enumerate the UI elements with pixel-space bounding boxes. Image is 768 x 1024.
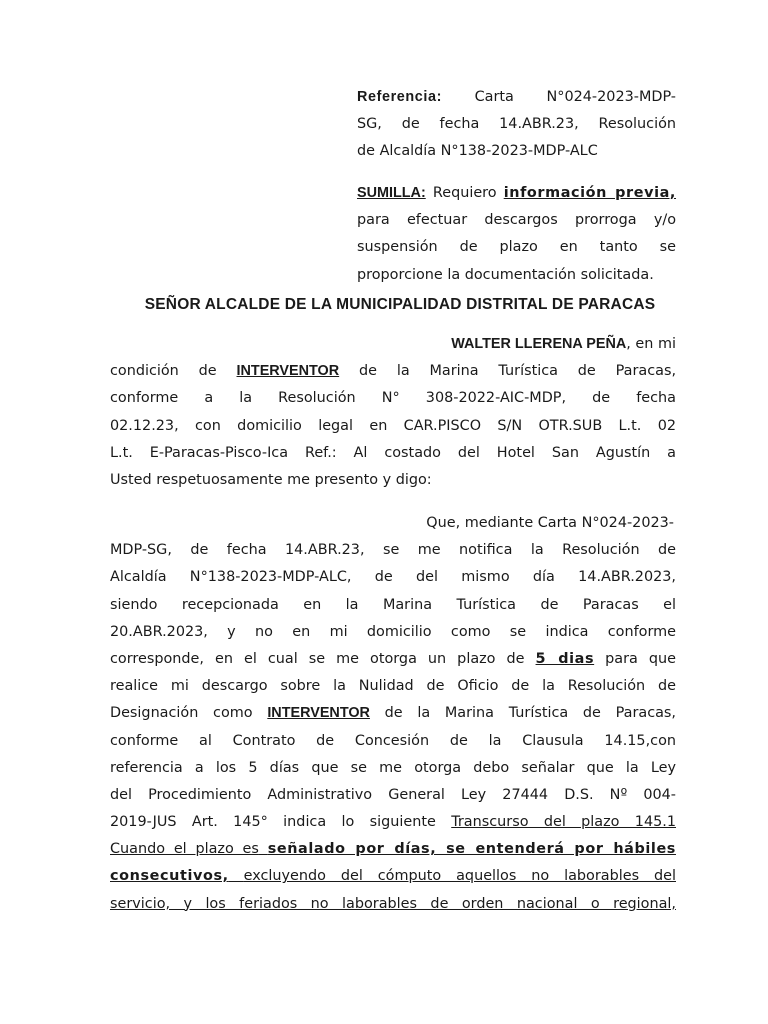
sumilla-line-3: suspensión de plazo en tanto se [357, 239, 676, 256]
body-line-7: realice mi descargo sobre la Nulidad de Oficio de la Resolución de [110, 678, 676, 695]
body-line-15: servicio, y los feriados no laborables de orden nacional o regional, [110, 895, 676, 912]
body-line-10: referencia a los 5 días que se me otorga debo señalar que la Ley [110, 759, 676, 776]
body-line-1: Que, mediante Carta N°024-2023- [426, 515, 674, 531]
body-line-4: siendo recepcionada en la Marina Turística de Paracas el [110, 596, 676, 613]
sumilla-block [357, 180, 676, 289]
sumilla-line-2: para efectuar descargos prorroga y/o [357, 212, 676, 229]
dias-habiles-term: señalado por días, se entenderá por hábiles [267, 841, 676, 858]
interventor-term: INTERVENTOR [236, 363, 340, 380]
sumilla-label: SUMILLA: [357, 185, 426, 201]
referencia-line-2: SG, de fecha 14.ABR.23, Resolución [357, 116, 676, 133]
intro-line-1-rest: , en mi [626, 336, 676, 352]
intro-line-5: L.t. E-Paracas-Pisco-Ica Ref.: Al costado del Hotel San Agustín a [110, 444, 676, 461]
intro-line-4: 02.12.23, con domicilio legal en CAR.PISCO S/N OTR.SUB L.t. 02 [110, 417, 676, 434]
five-days-term: 5 dias [535, 650, 595, 667]
interventor-term-2: INTERVENTOR [267, 705, 370, 722]
body-line-11: del Procedimiento Administrativo General Ley 27444 D.S. Nº 004- [110, 786, 676, 803]
body-paragraph [110, 510, 676, 918]
body-line-13a: Cuando el plazo es [110, 841, 259, 858]
addressee-heading: SEÑOR ALCALDE DE LA MUNICIPALIDAD DISTRITAL DE PARACAS [144, 296, 656, 313]
sumilla-highlight: información previa, [503, 185, 676, 201]
referencia-line-3: de Alcaldía N°138-2023-MDP-ALC [357, 143, 598, 160]
intro-line-3: conforme a la Resolución N° 308-2022-AIC-MDP, de fecha [110, 390, 676, 407]
intro-line-6: Usted respetuosamente me presento y digo: [110, 471, 432, 488]
intro-paragraph [110, 331, 676, 494]
body-line-2: MDP-SG, de fecha 14.ABR.23, se me notifica la Resolución de [110, 542, 676, 559]
body-line-6c: para que [605, 650, 676, 667]
body-line-6a: corresponde, en el cual se me otorga un plazo de [110, 650, 525, 667]
body-line-9: conforme al Contrato de Concesión de la Clausula 14.15,con [110, 732, 676, 749]
sumilla-line-4: proporcione la documentación solicitada. [357, 266, 654, 283]
body-line-12a: 2019-JUS Art. 145° indica lo siguiente [110, 814, 436, 831]
body-line-3: Alcaldía N°138-2023-MDP-ALC, de del mismo día 14.ABR.2023, [110, 569, 676, 586]
referencia-line-1: Carta N°024-2023-MDP- [474, 89, 676, 105]
body-line-14b: excluyendo del cómputo aquellos no laborables del [243, 868, 676, 885]
body-line-8a: Designación como [110, 705, 253, 722]
body-line-5: 20.ABR.2023, y no en mi domicilio como se indica conforme [110, 623, 676, 640]
body-line-8c: de la Marina Turística de Paracas, [384, 705, 676, 722]
plazo-title: Transcurso del plazo 145.1 [451, 814, 676, 831]
referencia-label: Referencia: [357, 89, 442, 105]
referencia-block [357, 84, 676, 166]
sumilla-line-1a: Requiero [432, 185, 497, 201]
intro-line-2c: de la Marina Turística de Paracas, [359, 363, 676, 380]
consecutivos-term: consecutivos, [110, 868, 229, 885]
intro-line-2a: condición de [110, 363, 217, 380]
petitioner-name: WALTER LLERENA PEÑA [451, 336, 627, 352]
